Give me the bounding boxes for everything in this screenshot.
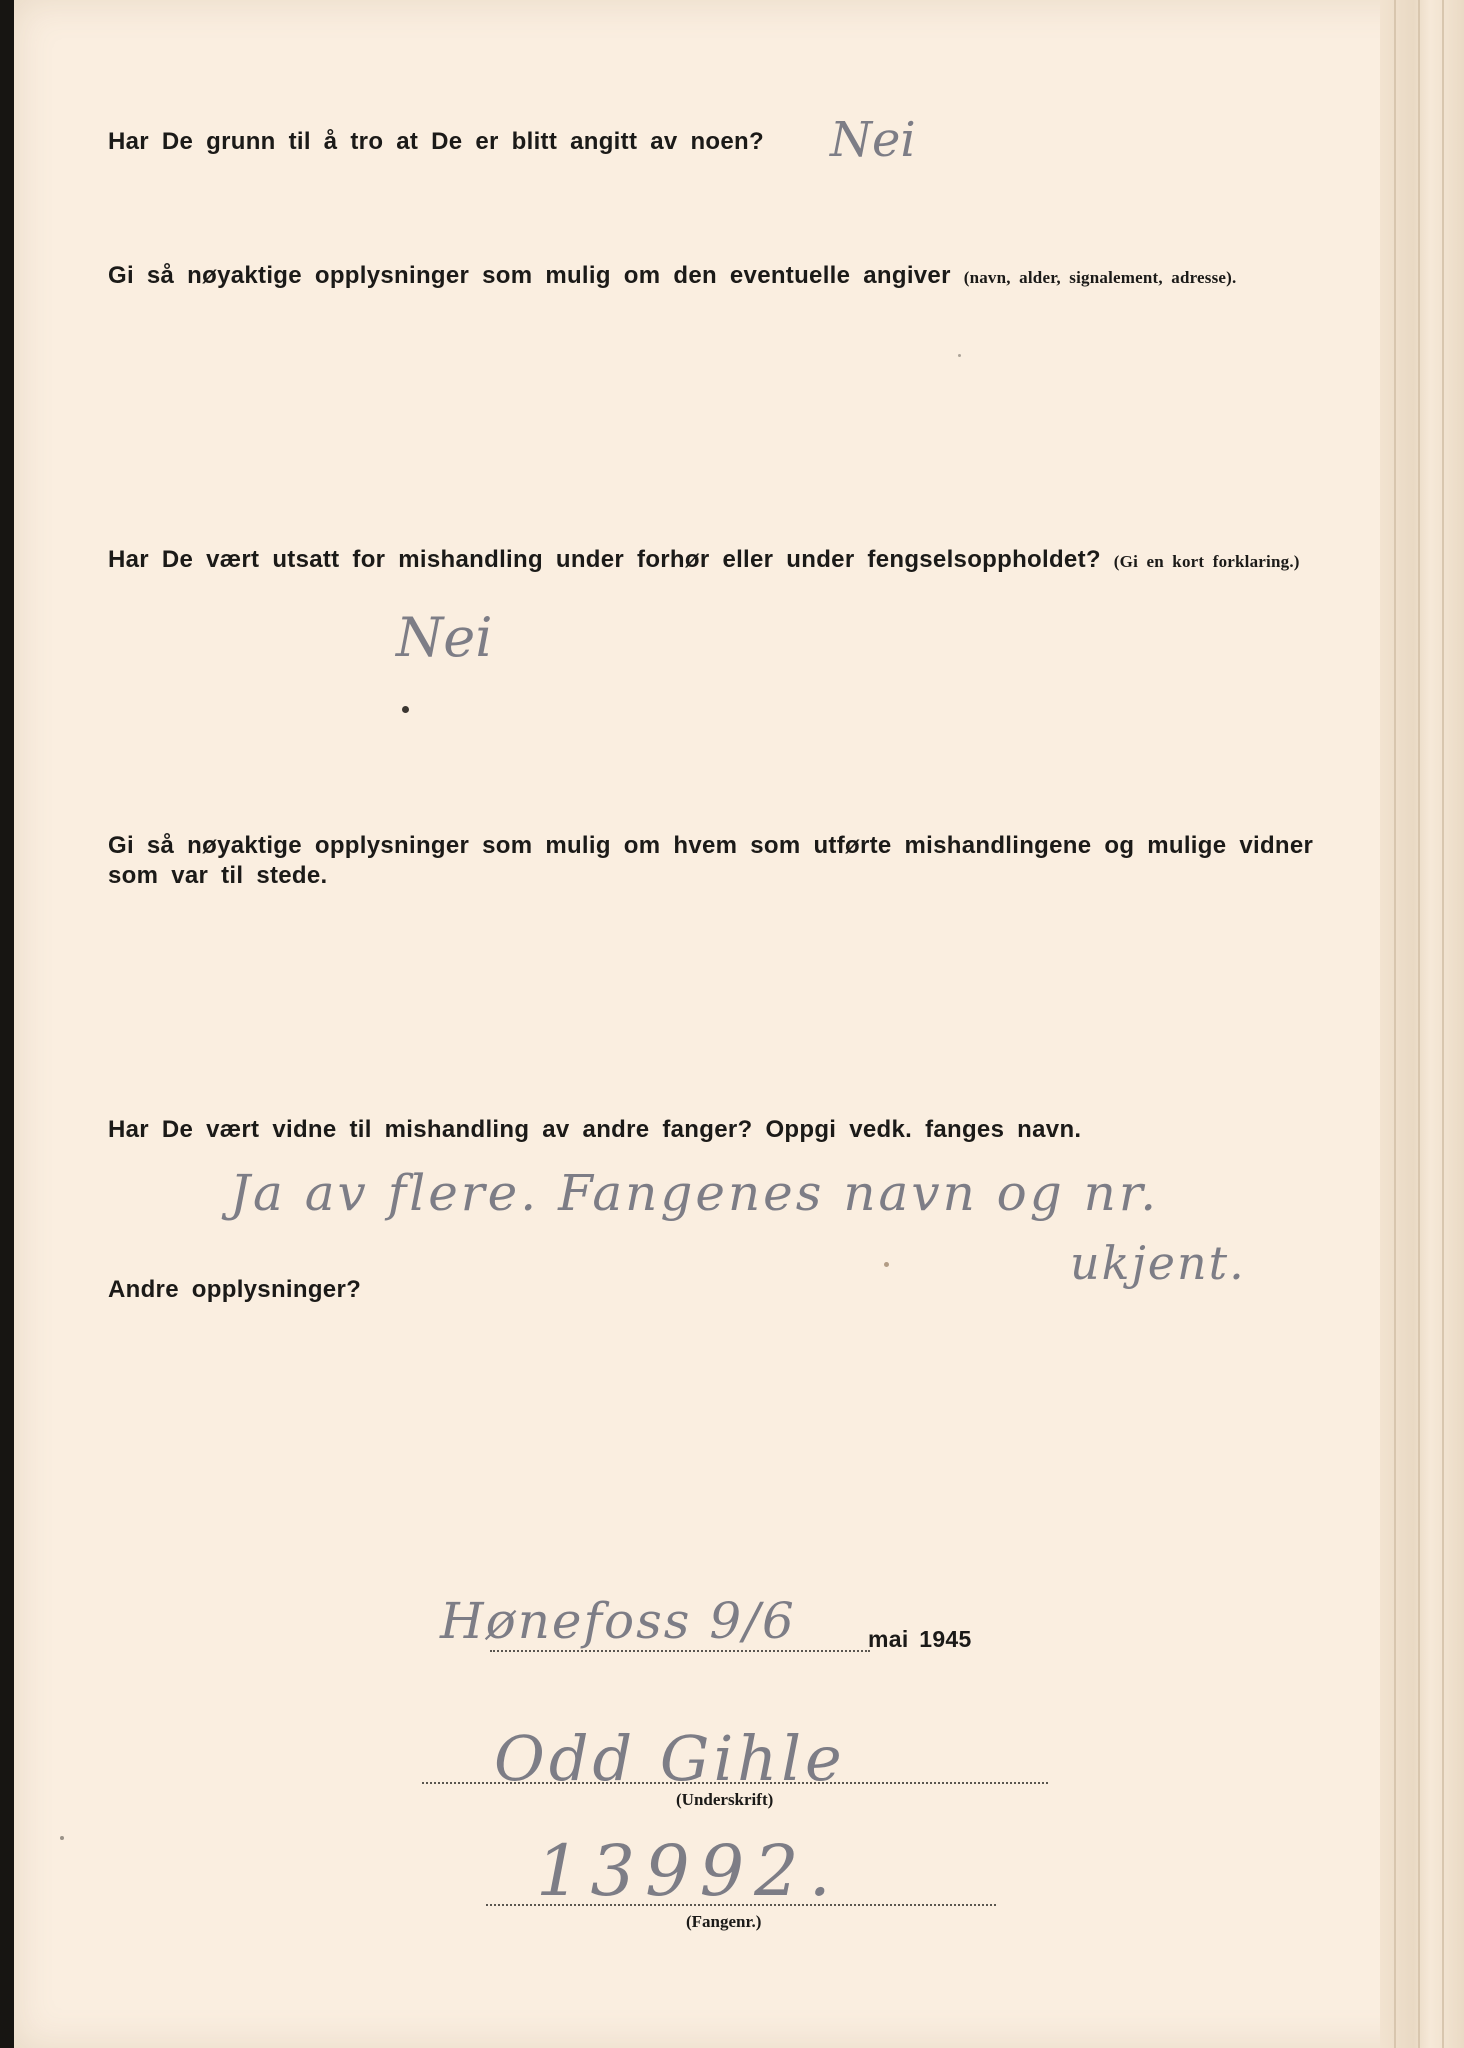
place-date-handwritten: Hønefoss 9/6 (440, 1592, 796, 1650)
answer-denounced: Nei (830, 112, 916, 168)
signature-dotted-line (422, 1782, 1048, 1784)
question-informer-details (108, 262, 1237, 290)
question-informer-text: Gi så nøyaktige opplysninger som mulig om den eventuelle angiver (108, 262, 951, 289)
edge-fold-line (1394, 0, 1396, 2048)
question-perpetrators-line2: som var til stede. (108, 862, 328, 889)
date-dotted-line (490, 1650, 870, 1652)
prisoner-number-handwritten: 13992. (536, 1830, 841, 1912)
prisoner-number-dotted-line (486, 1904, 996, 1906)
answer-witness-line1: Ja av flere. Fangenes navn og nr. (230, 1164, 1160, 1222)
signature-handwritten: Odd Gihle (494, 1722, 846, 1795)
question-mistreatment (108, 546, 1300, 574)
edge-fold-line (1442, 0, 1444, 2048)
paper-speck (958, 354, 961, 357)
question-denounced: Har De grunn til å tro at De er blitt angitt av noen? (108, 128, 764, 155)
answer-witness-line2: ukjent. (1070, 1236, 1246, 1290)
prisoner-number-label: (Fangenr.) (686, 1912, 762, 1931)
question-witness: Har De vært vidne til mishandling av andre fanger? Oppgi vedk. fanges navn. (108, 1116, 1082, 1143)
question-mistreatment-text: Har De vært utsatt for mishandling under forhør eller under fengselsoppholdet? (108, 546, 1101, 573)
question-other-info: Andre opplysninger? (108, 1276, 362, 1303)
page-edge (1380, 0, 1464, 2048)
date-printed: mai 1945 (868, 1626, 972, 1652)
signature-label: (Underskrift) (676, 1790, 774, 1809)
ink-dot (402, 706, 409, 713)
edge-fold-line (1418, 0, 1420, 2048)
question-informer-note: (navn, alder, signalement, adresse). (963, 268, 1237, 287)
paper-speck (60, 1836, 64, 1840)
question-mistreatment-note: (Gi en kort forklaring.) (1113, 552, 1300, 571)
answer-mistreatment: Nei (396, 606, 493, 669)
question-perpetrators-line1: Gi så nøyaktige opplysninger som mulig om hvem som utførte mishandlingene og mulige vidner (108, 832, 1314, 859)
paper-speck (884, 1262, 889, 1267)
